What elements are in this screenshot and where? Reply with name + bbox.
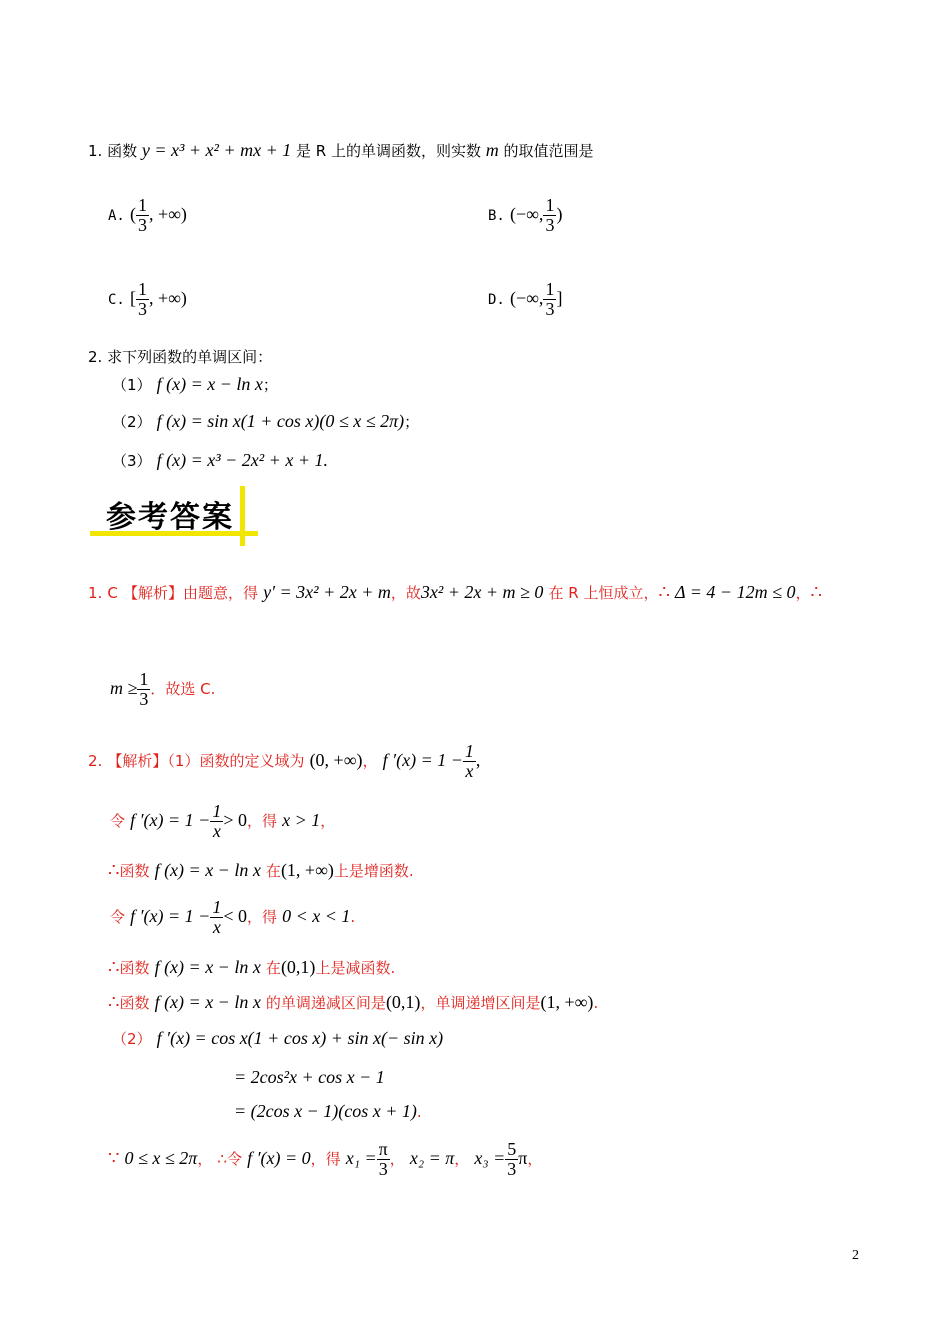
q2-part-3: （3） f (x) = x³ − 2x² + x + 1. — [112, 450, 328, 470]
q1-option-a: A. ( $\frac{1}{3}$ , +∞) — [108, 195, 187, 235]
a2-part2-line2: = 2cos²x + cos x − 1 — [234, 1067, 385, 1087]
q2-stem: 2. 求下列函数的单调区间： — [88, 348, 273, 366]
q1-stem: 1. 函数 y = x³ + x² + mx + 1 是 R 上的单调函数，则实数 m 的取值范围是 — [88, 140, 594, 160]
a2-line6: ∴函数 f (x) = x − ln x 的单调递减区间是(0,1)，单调递增区间是(1, +∞). — [108, 992, 599, 1012]
fraction: $\frac{1}{3}$ — [545, 195, 555, 235]
a2-line2: 令 f ′(x) = 1 − $\frac{1}{x}$ > 0，得 x > 1， — [110, 801, 336, 841]
fraction: $\frac{1}{x}$ — [212, 801, 222, 841]
q1-number: 1. — [88, 142, 103, 160]
banner-title: 参考答案 — [106, 500, 234, 535]
a2-tag: 【解析】 — [107, 751, 168, 770]
a2-line3: ∴函数 f (x) = x − ln x 在(1, +∞)上是增函数. — [108, 860, 414, 880]
q2-number: 2. — [88, 348, 103, 366]
page-number: 2 — [852, 1248, 859, 1263]
a2-part2-line3: = (2cos x − 1)(cos x + 1). — [234, 1101, 422, 1121]
a2-line5: ∴函数 f (x) = x − ln x 在(0,1)上是减函数. — [108, 957, 396, 977]
fraction: $\frac{1}{3}$ — [137, 279, 147, 319]
banner-vertical-bar — [240, 486, 245, 546]
q2-part-2: （2） f (x) = sin x(1 + cos x)(0 ≤ x ≤ 2π)； — [112, 411, 420, 431]
fraction: $\frac{1}{3}$ — [545, 279, 555, 319]
a1-number: 1. — [88, 584, 103, 602]
fraction: $\frac{5}{3}$ — [507, 1139, 517, 1179]
a1-line1: 1. C 【解析】由题意，得 y′ = 3x² + 2x + m，故3x² + 2x + m ≥ 0 在 R 上恒成立，∴ Δ = 4 − 12m ≤ 0，∴ — [88, 582, 822, 602]
fraction: $\frac{1}{x}$ — [464, 741, 474, 781]
fraction: $\frac{\pi}{3}$ — [378, 1139, 388, 1179]
fraction: $\frac{1}{3}$ — [139, 669, 149, 709]
a1-tag: 【解析】 — [122, 584, 183, 602]
a1-line2: m ≥ $\frac{1}{3}$ ．故选 C. — [110, 669, 216, 709]
q1-option-c: C. [ $\frac{1}{3}$ , +∞) — [108, 279, 187, 319]
q2-part-1: （1） f (x) = x − ln x； — [112, 374, 278, 394]
fraction: $\frac{1}{3}$ — [137, 195, 147, 235]
q1-option-d: D. (−∞, $\frac{1}{3}$ ] — [488, 279, 563, 319]
a2-line4: 令 f ′(x) = 1 − $\frac{1}{x}$ < 0，得 0 < x < 1. — [110, 897, 356, 937]
a2-part2-line1: （2） f ′(x) = cos x(1 + cos x) + sin x(− sin x) — [112, 1028, 444, 1048]
q1-option-b: B. (−∞, $\frac{1}{3}$ ) — [488, 195, 563, 235]
fraction: $\frac{1}{x}$ — [212, 897, 222, 937]
q1-function: y = x³ + x² + mx + 1 — [141, 140, 292, 160]
a2-number: 2. — [88, 751, 103, 770]
answer-banner — [90, 486, 260, 548]
a2-last-line: ∵ 0 ≤ x ≤ 2π， ∴令 f ′(x) = 0，得 x₁ = $\frac{\pi}{3}$ ， x₂ = π， x₃ = $\frac{5}{3}$ π， — [108, 1139, 543, 1179]
a2-line1: 2. 【解析】（1）函数的定义域为 (0, +∞)， f ′(x) = 1 − $\frac{1}{x}$ , — [88, 741, 481, 781]
